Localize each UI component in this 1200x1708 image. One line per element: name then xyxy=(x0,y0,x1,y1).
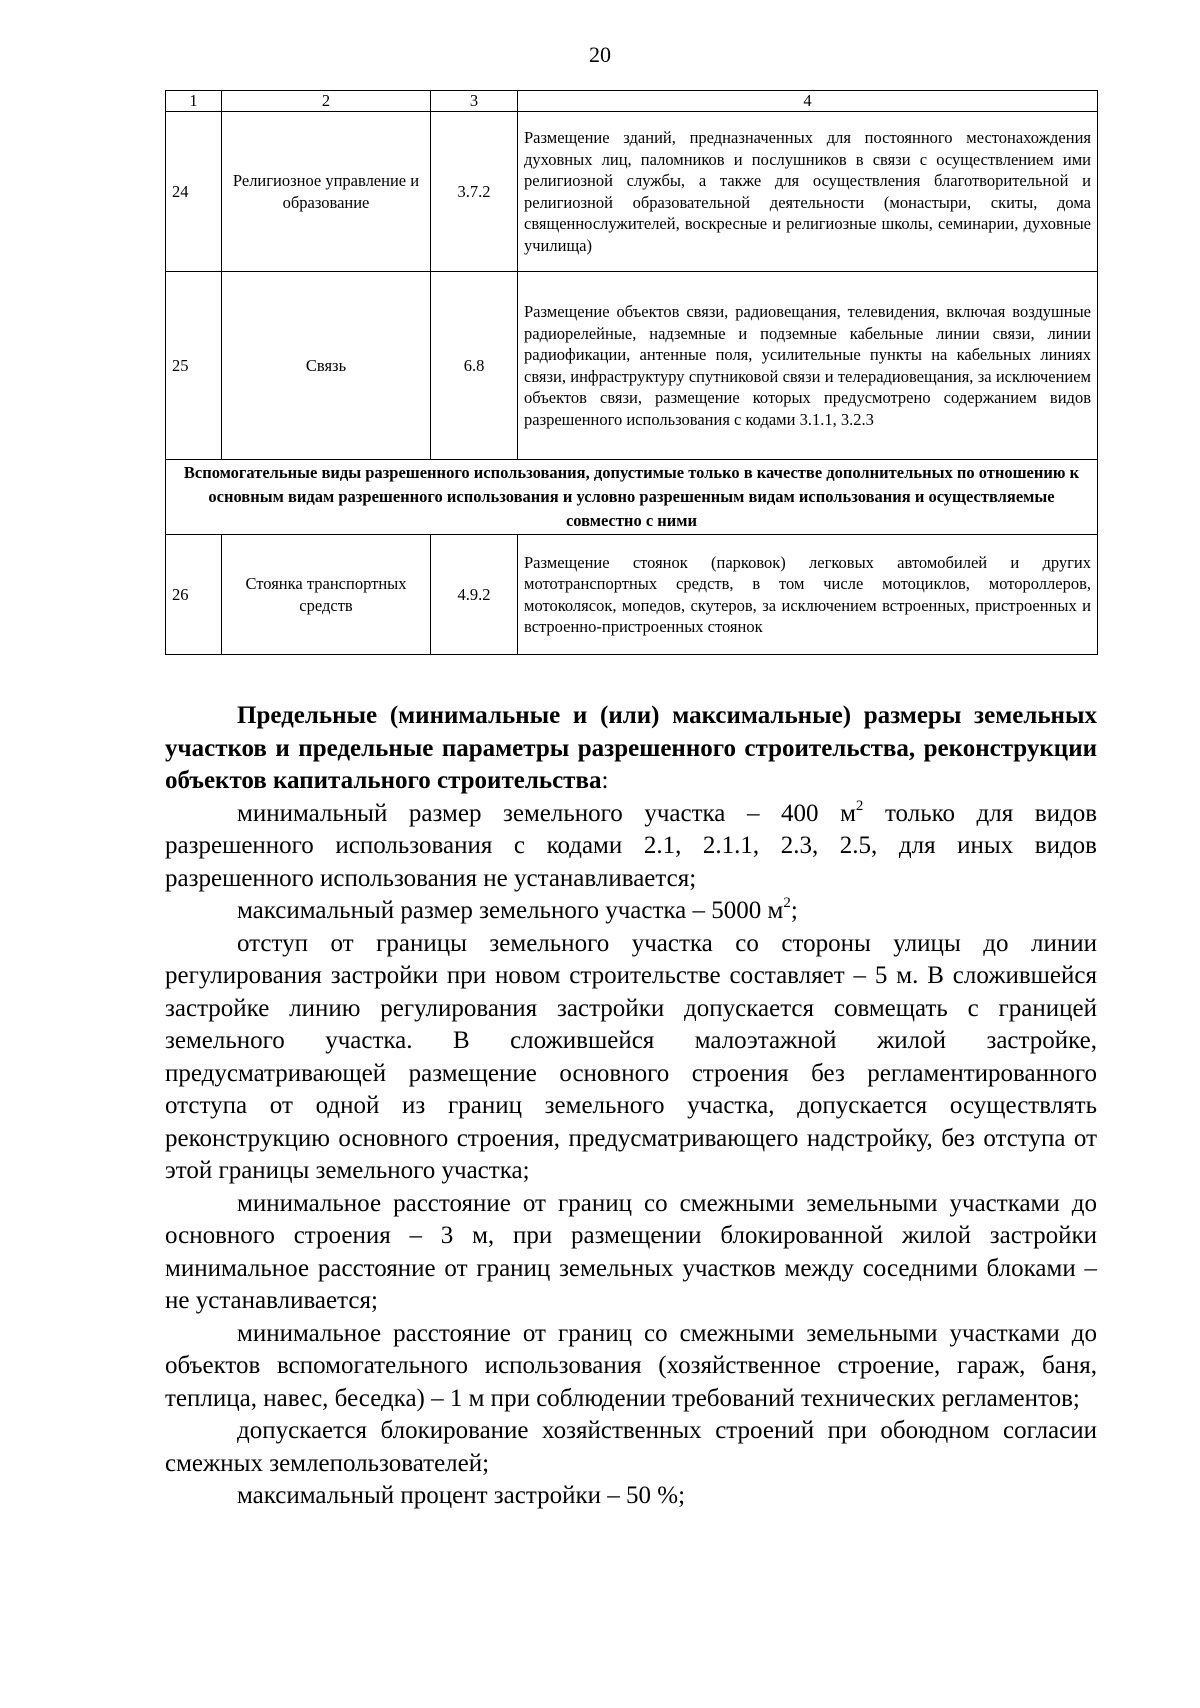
use-type-description: Размещение зданий, предназначенных для постоянного местонахождения духовных лиц, паломников и послушников в связи с осуществлением ими религиозной службы, а также для осуществления благотворительной и религиозной образовательной деятельности (монастыри, скиты, дома священнослужителей, воскресные и религиозные школы, семинарии, духовные училища) xyxy=(518,112,1098,272)
column-number-4: 4 xyxy=(518,91,1098,112)
paragraph-max-area xyxy=(165,895,1097,928)
parameters-section xyxy=(165,700,1097,1513)
auxiliary-uses-heading: Вспомогательные виды разрешенного использования, допустимые только в качестве дополнительных по отношению к основным видам разрешенного использования и условно разрешенным видам использования и осуществляемые совместно с ними xyxy=(166,460,1098,535)
table-row xyxy=(166,112,1098,272)
paragraph-min-area xyxy=(165,798,1097,896)
max-area-text: максимальный размер земельного участка – 5000 м xyxy=(237,897,784,924)
section-heading-text: Предельные (минимальные и (или) максимальные) размеры земельных участков и предельные параметры разрешенного строительства, реконструкции объектов капитального строительства xyxy=(165,702,1097,794)
min-area-text: минимальный размер земельного участка – 400 м xyxy=(237,799,856,827)
min-area-unit-power: 2 xyxy=(855,797,864,814)
row-number: 24 xyxy=(166,112,222,272)
use-type-name: Религиозное управление и образование xyxy=(222,112,431,272)
use-type-code: 3.7.2 xyxy=(431,112,518,272)
max-area-unit-power: 2 xyxy=(783,895,791,911)
max-area-text-rest: ; xyxy=(790,897,798,924)
section-heading-colon: : xyxy=(601,767,609,794)
column-number-1: 1 xyxy=(166,91,222,112)
table-column-numbers xyxy=(166,91,1098,112)
paragraph-min-distance-main: минимальное расстояние от границ со смежными земельными участками до основного строения – 3 м, при размещении блокированной жилой застройки минимальное расстояние от границ земельных участков между соседними блоками – не устанавливается; xyxy=(165,1189,1097,1314)
table-row xyxy=(166,272,1098,460)
column-number-2: 2 xyxy=(222,91,431,112)
use-type-name: Стоянка транспортных средств xyxy=(222,535,431,655)
section-heading xyxy=(165,700,1097,798)
paragraph-blocking: допускается блокирование хозяйственных строений при обоюдном согласии смежных землепользователей; xyxy=(165,1417,1097,1477)
paragraph-min-distance-auxiliary: минимальное расстояние от границ со смежными земельными участками до объектов вспомогательного использования (хозяйственное строение, гараж, баня, теплица, навес, беседка) – 1 м при соблюдении требований технических регламентов; xyxy=(165,1319,1097,1412)
column-number-3: 3 xyxy=(431,91,518,112)
min-area-text-rest: только для видов разрешенного использования с кодами 2.1, 2.1.1, 2.3, 2.5, для иных видов разрешенного использования не устанавливается; xyxy=(165,799,1098,892)
row-number: 25 xyxy=(166,272,222,460)
table-row xyxy=(166,535,1098,655)
use-type-description: Размещение объектов связи, радиовещания, телевидения, включая воздушные радиорелейные, надземные и подземные кабельные линии связи, линии радиофикации, антенные поля, усилительные пункты на кабельных линиях связи, инфраструктуру спутниковой связи и телерадиовещания, за исключением объектов связи, размещение которых предусмотрено содержанием видов разрешенного использования с кодами 3.1.1, 3.2.3 xyxy=(518,272,1098,460)
auxiliary-heading-row xyxy=(166,460,1098,535)
row-number: 26 xyxy=(166,535,222,655)
paragraph-setback: отступ от границы земельного участка со стороны улицы до линии регулирования застройки при новом строительстве составляет – 5 м. В сложившейся застройке линию регулирования застройки допускается совмещать с границей земельного участка. В сложившейся малоэтажной жилой застройке, предусматривающей размещение основного строения без регламентированного отступа от одной из границ земельного участка, допускается осуществлять реконструкцию основного строения, предусматривающего надстройку, без отступа от этой границы земельного участка; xyxy=(165,929,1097,1184)
paragraph-max-coverage: максимальный процент застройки – 50 %; xyxy=(237,1482,686,1509)
use-type-code: 4.9.2 xyxy=(431,535,518,655)
land-use-table xyxy=(165,90,1098,655)
use-type-code: 6.8 xyxy=(431,272,518,460)
use-type-name: Связь xyxy=(222,272,431,460)
page-number: 20 xyxy=(589,42,611,67)
use-type-description: Размещение стоянок (парковок) легковых автомобилей и других мототранспортных средств, в том числе мотоциклов, мотороллеров, мотоколясок, мопедов, скутеров, за исключением встроенных, пристроенных и встроенно-пристроенных стоянок xyxy=(518,535,1098,655)
